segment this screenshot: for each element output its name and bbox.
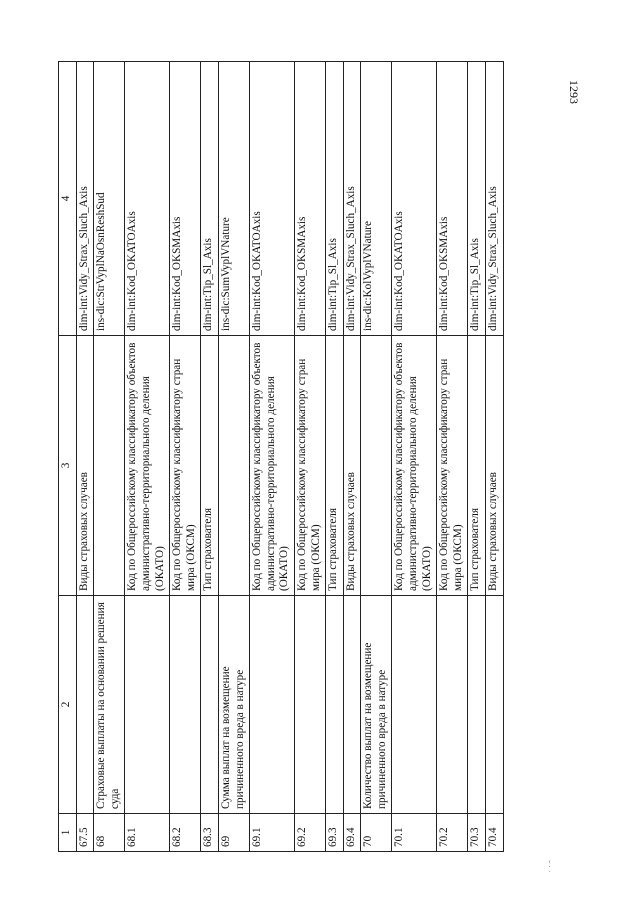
table-row [437,62,468,852]
table-row [125,62,170,852]
table-row [218,62,249,852]
header-row [59,62,77,852]
column-header-4: 4 [59,62,77,336]
dimension-cell: Код по Общероссийскому классификатору объектов административно-территориального деления (ОКАТО) [392,336,437,596]
row-number-cell: 70 [361,814,392,852]
row-number-cell: 70.1 [392,814,437,852]
dimension-cell: Код по Общероссийскому классификатору стран мира (ОКСМ) [437,336,468,596]
dimension-cell: Виды страховых случаев [486,336,504,596]
element-code-cell: dim-int:Kod_OKSMAxis [170,62,201,336]
element-code-cell: dim-int:Tip_Sl_Axis [326,62,344,336]
indicator-name-cell [437,596,468,814]
dimension-cell: Код по Общероссийскому классификатору объектов административно-территориального деления (ОКАТО) [125,336,170,596]
row-number-cell: 68.1 [125,814,170,852]
dimension-cell [94,336,125,596]
element-code-cell: dim-int:Tip_Sl_Axis [468,62,486,336]
indicator-name-cell [326,596,344,814]
element-code-cell: dim-int:Kod_OKATOAxis [392,62,437,336]
element-code-cell: dim-int:Tip_Sl_Axis [201,62,219,336]
column-header-1: 1 [59,814,77,852]
dimension-cell: Тип страхователя [201,336,219,596]
row-number-cell: 68.3 [201,814,219,852]
table-row [94,62,125,852]
indicator-name-cell [201,596,219,814]
row-number-cell: 70.3 [468,814,486,852]
rotated-table-container [58,62,560,852]
indicator-name-cell [76,596,94,814]
page-number: 1293 [567,80,581,104]
row-number-cell: 69.1 [250,814,295,852]
table-row [486,62,504,852]
indicator-name-cell [250,596,295,814]
table-body [76,62,503,852]
dimension-cell: Тип страхователя [326,336,344,596]
element-code-cell: dim-int:Vidy_Strax_Sluch_Axis [486,62,504,336]
data-table [58,61,504,852]
dimension-cell: Виды страховых случаев [343,336,361,596]
row-number-cell: 68.2 [170,814,201,852]
indicator-name-cell [392,596,437,814]
table-row [201,62,219,852]
row-number-cell: 69.2 [294,814,325,852]
indicator-name-cell [125,596,170,814]
dimension-cell: Код по Общероссийскому классификатору объектов административно-территориального деления (ОКАТО) [250,336,295,596]
dimension-cell [218,336,249,596]
dimension-cell: Код по Общероссийскому классификатору стран мира (ОКСМ) [294,336,325,596]
indicator-name-cell: Количество выплат на возмещение причиненного вреда в натуре [361,596,392,814]
dimension-cell: Код по Общероссийскому классификатору стран мира (ОКСМ) [170,336,201,596]
indicator-name-cell [343,596,361,814]
row-number-cell: 69.3 [326,814,344,852]
indicator-name-cell: Сумма выплат на возмещение причиненного вреда в натуре [218,596,249,814]
table-row [361,62,392,852]
indicator-name-cell [468,596,486,814]
dimension-cell [361,336,392,596]
row-number-cell: 69.4 [343,814,361,852]
row-number-cell: 68 [94,814,125,852]
column-header-3: 3 [59,336,77,596]
element-code-cell: dim-int:Kod_OKATOAxis [125,62,170,336]
indicator-name-cell [486,596,504,814]
element-code-cell: dim-int:Kod_OKSMAxis [437,62,468,336]
element-code-cell: ins-dic:KolVyplVNature [361,62,392,336]
element-code-cell: dim-int:Kod_OKSMAxis [294,62,325,336]
element-code-cell: ins-dic:SumVyplVNature [218,62,249,336]
indicator-name-cell: Страховые выплаты на основании решения суда [94,596,125,814]
element-code-cell: ins-dic:StrVyplNaOsnReshSud [94,62,125,336]
dimension-cell: Тип страхователя [468,336,486,596]
column-header-2: 2 [59,596,77,814]
table-row [250,62,295,852]
table-row [468,62,486,852]
element-code-cell: dim-int:Kod_OKATOAxis [250,62,295,336]
row-number-cell: 67.5 [76,814,94,852]
row-number-cell: 70.2 [437,814,468,852]
dimension-cell: Виды страховых случаев [76,336,94,596]
scan-mark: ˘˙˙ [540,860,552,874]
table-row [392,62,437,852]
table-row [76,62,94,852]
row-number-cell: 70.4 [486,814,504,852]
indicator-name-cell [294,596,325,814]
table-row [294,62,325,852]
row-number-cell: 69 [218,814,249,852]
element-code-cell: dim-int:Vidy_Strax_Sluch_Axis [76,62,94,336]
element-code-cell: dim-int:Vidy_Strax_Sluch_Axis [343,62,361,336]
table-row [326,62,344,852]
table-row [343,62,361,852]
table-row [170,62,201,852]
indicator-name-cell [170,596,201,814]
